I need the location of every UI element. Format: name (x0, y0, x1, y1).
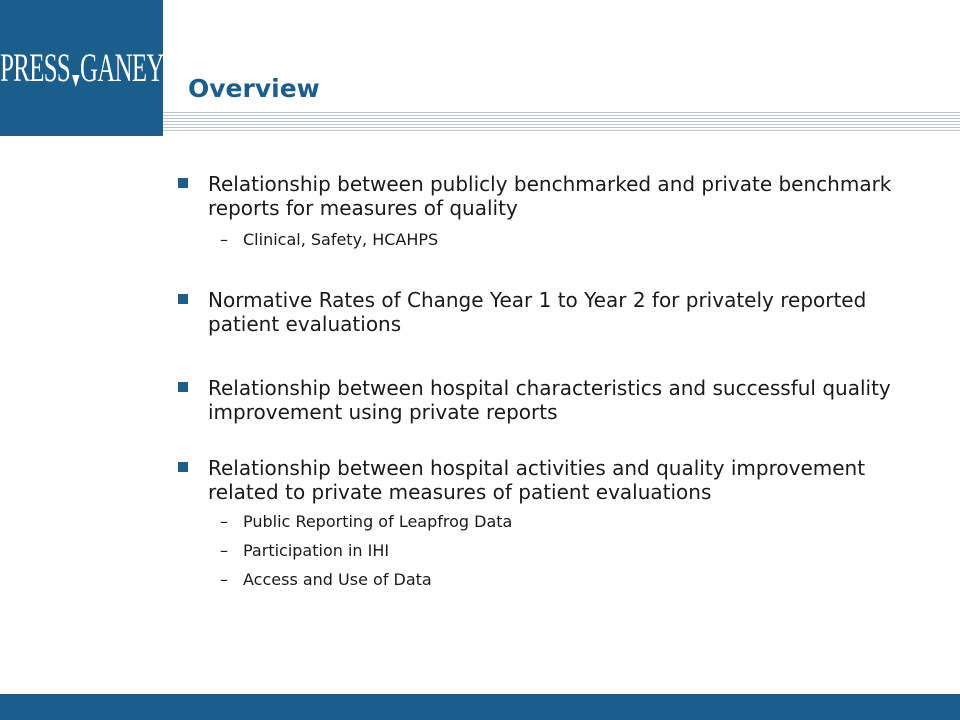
bullet-item (178, 376, 918, 424)
bullet-item (178, 288, 918, 336)
logo (0, 0, 163, 136)
bullet-text: Relationship between hospital activities and quality improvement related to private measures of patient evaluations (208, 456, 866, 504)
bullet-text: Relationship between publicly benchmarked and private benchmark reports for measures of quality (208, 172, 892, 220)
dash-bullet: – (220, 230, 228, 249)
square-bullet-icon (178, 382, 188, 392)
bullet-item (178, 456, 918, 504)
bullet-text: Normative Rates of Change Year 1 to Year 2 for privately reported patient evaluations (208, 288, 867, 336)
dash-bullet: – (220, 541, 228, 560)
page-title: Overview (188, 74, 320, 103)
sub-bullet-item (178, 570, 918, 590)
title-rule-lines (163, 112, 960, 132)
square-bullet-icon (178, 462, 188, 472)
slide-content (178, 172, 918, 590)
dash-bullet: – (220, 570, 228, 589)
sub-bullet-item (178, 230, 918, 250)
sub-bullet-item (178, 541, 918, 561)
sub-bullet-text: Public Reporting of Leapfrog Data (243, 512, 513, 531)
logo-text-press: PRESS (0, 45, 70, 90)
logo-wordmark (0, 45, 164, 90)
square-bullet-icon (178, 178, 188, 188)
footer-bar (0, 694, 960, 720)
square-bullet-icon (178, 294, 188, 304)
sub-bullet-text: Clinical, Safety, HCAHPS (243, 230, 439, 249)
dash-bullet: – (220, 512, 228, 531)
sub-bullet-text: Participation in IHI (243, 541, 390, 560)
sub-bullet-item (178, 512, 918, 532)
bullet-text: Relationship between hospital characteristics and successful quality improvement using private reports (208, 376, 891, 424)
logo-text-ganey: GANEY (79, 45, 164, 90)
sub-bullet-text: Access and Use of Data (243, 570, 432, 589)
bullet-item (178, 172, 918, 220)
